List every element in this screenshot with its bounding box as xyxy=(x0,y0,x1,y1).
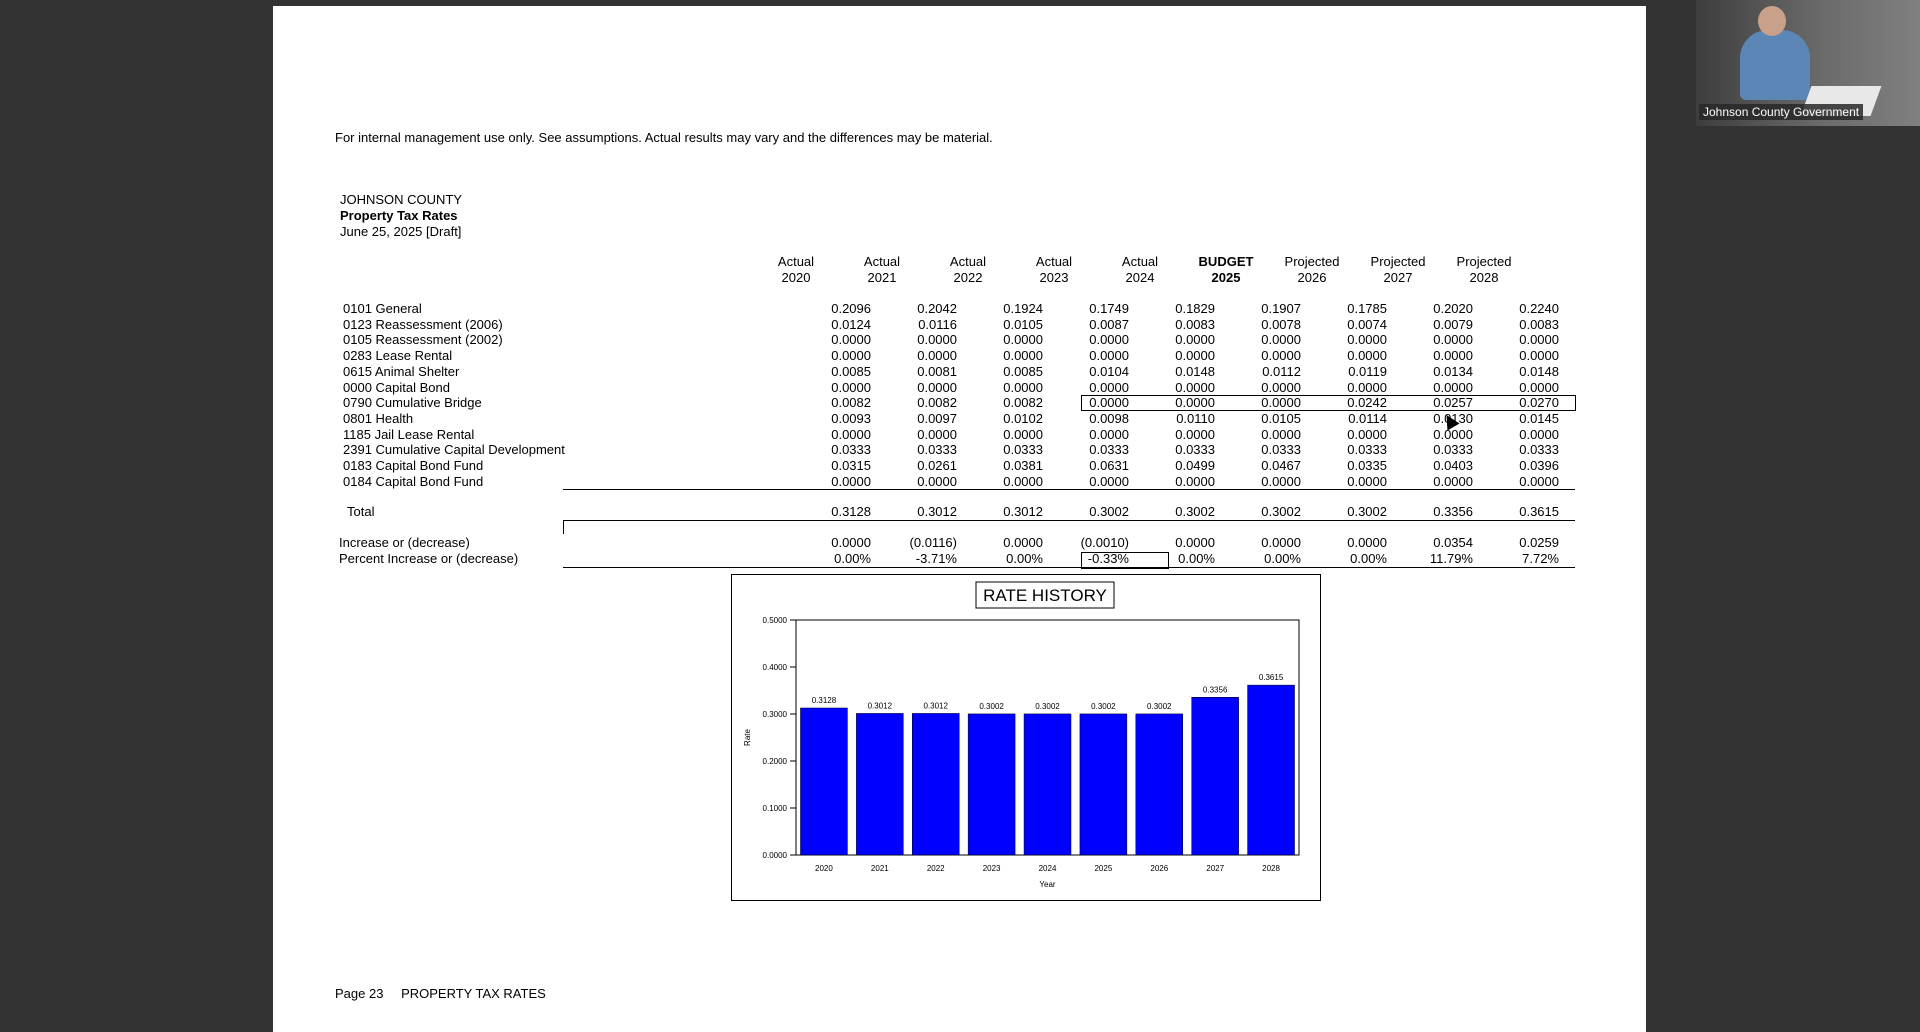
cell-value: 0.2042 xyxy=(917,301,957,316)
column-header-line2: 2020 xyxy=(781,270,811,285)
bar-value-label: 0.3002 xyxy=(979,701,1004,711)
increase-value: 0.0000 xyxy=(1003,535,1043,550)
increase-label: Increase or (decrease) xyxy=(339,535,470,550)
page-footer xyxy=(335,986,560,1001)
percent-value: 11.79% xyxy=(1429,551,1473,566)
percent-value: -0.33% xyxy=(1087,551,1129,566)
bar-value-label: 0.3002 xyxy=(1035,701,1060,711)
cell-value: 0.0000 xyxy=(1261,380,1301,395)
webcam-label: Johnson County Government xyxy=(1699,104,1863,120)
column-header-2021 xyxy=(847,254,917,286)
cell-value: 0.0000 xyxy=(917,380,957,395)
percent-value: 0.00% xyxy=(1264,551,1301,566)
presenter-head xyxy=(1758,6,1786,36)
total-value: 0.3615 xyxy=(1519,504,1559,519)
cell-value: 0.0000 xyxy=(1519,380,1559,395)
cell-value: 0.0000 xyxy=(831,380,871,395)
row-label: 2391 Cumulative Capital Development xyxy=(343,442,565,457)
cell-value: 0.0134 xyxy=(1433,364,1473,379)
bar-2026 xyxy=(1136,714,1183,855)
cell-value: 0.0085 xyxy=(831,364,871,379)
cell-value: 0.0083 xyxy=(1519,317,1559,332)
column-header-2028 xyxy=(1449,254,1519,286)
cell-value: 0.0333 xyxy=(1261,442,1301,457)
percent-value: 0.00% xyxy=(834,551,871,566)
cell-value: 0.0000 xyxy=(831,474,871,489)
cell-value: 0.0105 xyxy=(1261,411,1301,426)
cell-value: 0.2240 xyxy=(1519,301,1559,316)
column-header-line2: 2028 xyxy=(1469,270,1499,285)
cell-value: 0.0000 xyxy=(1003,380,1043,395)
cell-value: 0.0000 xyxy=(831,348,871,363)
column-header-2022 xyxy=(933,254,1003,286)
column-header-line1: Actual xyxy=(777,254,815,269)
report-title: Property Tax Rates xyxy=(340,208,458,223)
percent-label: Percent Increase or (decrease) xyxy=(339,551,519,566)
cell-value: 0.0145 xyxy=(1519,411,1559,426)
row-label: 0101 General xyxy=(343,301,422,316)
cell-value: 0.0000 xyxy=(917,474,957,489)
cell-value: 0.0000 xyxy=(1519,332,1559,347)
cell-value: 0.0105 xyxy=(1003,317,1043,332)
x-tick-label: 2024 xyxy=(1038,864,1057,873)
total-value: 0.3002 xyxy=(1261,504,1301,519)
increase-value: 0.0000 xyxy=(1175,535,1215,550)
cell-value: 0.0130 xyxy=(1433,411,1473,426)
row-label: 0790 Cumulative Bridge xyxy=(343,395,482,410)
cell-value: 0.0000 xyxy=(1089,380,1129,395)
cell-value: 0.0097 xyxy=(917,411,957,426)
cell-value: 0.0000 xyxy=(1089,332,1129,347)
cell-value: 0.2020 xyxy=(1433,301,1473,316)
county-name: JOHNSON COUNTY xyxy=(340,192,463,207)
column-header-line1: BUDGET xyxy=(1198,254,1254,269)
chart-title: RATE HISTORY xyxy=(983,586,1107,605)
x-tick-label: 2027 xyxy=(1206,864,1225,873)
cell-value: 0.0148 xyxy=(1175,364,1215,379)
cell-value: 0.0000 xyxy=(1347,474,1387,489)
table-rule-top-total xyxy=(563,489,1575,490)
row-label: 0801 Health xyxy=(343,411,414,426)
x-tick-label: 2022 xyxy=(926,864,945,873)
cell-value: 0.0114 xyxy=(1348,411,1387,426)
bar-value-label: 0.3012 xyxy=(923,701,948,711)
bar-value-label: 0.3356 xyxy=(1202,685,1228,695)
cell-value: 0.0083 xyxy=(1175,317,1215,332)
cell-value: 0.0000 xyxy=(1089,348,1129,363)
webcam-video-thumbnail[interactable] xyxy=(1696,0,1920,126)
column-header-line2: 2023 xyxy=(1039,270,1069,285)
cell-value: 0.0104 xyxy=(1089,364,1129,379)
cell-value: 0.0082 xyxy=(831,395,871,410)
cell-value: 0.0335 xyxy=(1347,458,1387,473)
bar-2028 xyxy=(1248,685,1295,855)
cell-value: 0.0000 xyxy=(1003,348,1043,363)
cell-value: 0.0000 xyxy=(1003,427,1043,442)
cell-value: 0.0242 xyxy=(1347,395,1387,410)
table-rule-bottom xyxy=(563,567,1575,568)
cell-value: 0.0000 xyxy=(1089,427,1129,442)
bar-2022 xyxy=(912,713,959,855)
y-tick-label: 0.1000 xyxy=(762,804,787,813)
column-header-2020 xyxy=(761,254,831,286)
total-label: Total xyxy=(347,504,375,519)
bar-2023 xyxy=(968,714,1015,855)
cell-value: 0.2096 xyxy=(831,301,871,316)
y-tick-label: 0.3000 xyxy=(762,710,787,719)
x-axis-label: Year xyxy=(1039,880,1056,889)
bar-2027 xyxy=(1192,697,1239,855)
cell-value: 0.0333 xyxy=(917,442,957,457)
y-axis-label: Rate xyxy=(743,729,752,746)
cell-value: 0.0098 xyxy=(1089,411,1129,426)
cell-value: 0.0000 xyxy=(917,332,957,347)
cell-value: 0.0333 xyxy=(1175,442,1215,457)
cell-value: 0.0333 xyxy=(1433,442,1473,457)
cell-value: 0.0000 xyxy=(1089,395,1129,410)
cell-value: 0.0000 xyxy=(1261,332,1301,347)
cell-value: 0.0000 xyxy=(1175,380,1215,395)
cell-value: 0.0000 xyxy=(1175,427,1215,442)
cell-value: 0.0000 xyxy=(1519,427,1559,442)
column-header-line2: 2026 xyxy=(1297,270,1327,285)
cell-value: 0.0000 xyxy=(831,427,871,442)
cell-value: 0.0000 xyxy=(1347,348,1387,363)
highlight-box-bridge-projected xyxy=(1081,395,1576,411)
row-label: 0105 Reassessment (2002) xyxy=(343,332,503,347)
total-value: 0.3002 xyxy=(1175,504,1215,519)
cell-value: 0.0081 xyxy=(917,364,957,379)
increase-value: 0.0000 xyxy=(831,535,871,550)
column-header-line1: Actual xyxy=(1035,254,1073,269)
row-label: 0184 Capital Bond Fund xyxy=(343,474,484,489)
column-header-line1: Actual xyxy=(863,254,901,269)
cell-value: 0.0396 xyxy=(1519,458,1559,473)
increase-value: 0.0000 xyxy=(1347,535,1387,550)
cell-value: 0.0333 xyxy=(1089,442,1129,457)
column-header-line1: Projected xyxy=(1456,254,1512,269)
cell-value: 0.0000 xyxy=(1261,427,1301,442)
cell-value: 0.0261 xyxy=(917,458,957,473)
disclaimer-text: For internal management use only. See assumptions. Actual results may vary and the differences may be material. xyxy=(335,130,993,145)
column-header-line2: 2027 xyxy=(1383,270,1413,285)
cell-value: 0.0000 xyxy=(1519,348,1559,363)
cell-value: 0.0000 xyxy=(831,332,871,347)
cell-value: 0.0000 xyxy=(1261,348,1301,363)
total-value: 0.3356 xyxy=(1433,504,1473,519)
bar-2024 xyxy=(1024,714,1071,855)
cell-value: 0.0315 xyxy=(831,458,871,473)
report-date: June 25, 2025 [Draft] xyxy=(340,224,462,239)
increase-value: 0.0354 xyxy=(1433,535,1473,550)
column-header-line2: 2024 xyxy=(1125,270,1155,285)
row-label: 0283 Lease Rental xyxy=(343,348,453,363)
x-tick-label: 2025 xyxy=(1094,864,1113,873)
cell-value: 0.0074 xyxy=(1347,317,1387,332)
cell-value: 0.0000 xyxy=(1519,474,1559,489)
bar-2025 xyxy=(1080,714,1127,855)
cell-value: 0.0082 xyxy=(917,395,957,410)
column-header-line2: 2022 xyxy=(953,270,983,285)
column-header-2026 xyxy=(1277,254,1347,286)
cell-value: 0.1785 xyxy=(1347,301,1387,316)
y-tick-label: 0.0000 xyxy=(762,851,787,860)
bar-value-label: 0.3615 xyxy=(1258,673,1284,683)
cell-value: 0.0000 xyxy=(1003,332,1043,347)
y-tick-label: 0.4000 xyxy=(762,663,787,672)
page-number: Page 23 xyxy=(335,986,384,1001)
cell-value: 0.0112 xyxy=(1262,364,1301,379)
cell-value: 0.0381 xyxy=(1003,458,1043,473)
cell-value: 0.1829 xyxy=(1175,301,1215,316)
column-header-line1: Projected xyxy=(1284,254,1340,269)
cell-value: 0.0000 xyxy=(1433,427,1473,442)
cell-value: 0.0467 xyxy=(1261,458,1301,473)
cell-value: 0.0000 xyxy=(1003,474,1043,489)
cell-value: 0.0333 xyxy=(1003,442,1043,457)
x-tick-label: 2028 xyxy=(1262,864,1280,873)
section-name: PROPERTY TAX RATES xyxy=(401,986,546,1001)
increase-value: 0.0000 xyxy=(1261,535,1301,550)
total-value: 0.3128 xyxy=(831,504,871,519)
cell-value: 0.0000 xyxy=(1175,348,1215,363)
cell-value: 0.0000 xyxy=(1175,474,1215,489)
row-label: 0000 Capital Bond xyxy=(343,380,450,395)
report-header xyxy=(340,192,462,240)
cell-value: 0.0000 xyxy=(917,427,957,442)
cell-value: 0.0257 xyxy=(1433,395,1473,410)
cell-value: 0.0333 xyxy=(1519,442,1559,457)
cell-value: 0.0110 xyxy=(1176,411,1215,426)
x-tick-label: 2023 xyxy=(982,864,1001,873)
cell-value: 0.0079 xyxy=(1433,317,1473,332)
increase-value: (0.0010) xyxy=(1080,535,1129,550)
bar-value-label: 0.3002 xyxy=(1091,701,1116,711)
bar-value-label: 0.3128 xyxy=(811,695,837,705)
column-header-2025 xyxy=(1191,254,1261,286)
column-header-line2: 2025 xyxy=(1211,270,1241,285)
column-header-line2: 2021 xyxy=(867,270,897,285)
row-label: 0183 Capital Bond Fund xyxy=(343,458,484,473)
increase-value: 0.0259 xyxy=(1519,535,1559,550)
cell-value: 0.1924 xyxy=(1003,301,1043,316)
cell-value: 0.0000 xyxy=(1175,332,1215,347)
total-value: 0.3002 xyxy=(1347,504,1387,519)
bar-2021 xyxy=(856,713,903,855)
cell-value: 0.0082 xyxy=(1003,395,1043,410)
cell-value: 0.1907 xyxy=(1261,301,1301,316)
cell-value: 0.0116 xyxy=(918,317,957,332)
cell-value: 0.0000 xyxy=(1433,474,1473,489)
column-header-2027 xyxy=(1363,254,1433,286)
total-value: 0.3012 xyxy=(917,504,957,519)
cell-value: 0.0000 xyxy=(1261,395,1301,410)
total-value: 0.3012 xyxy=(1003,504,1043,519)
bar-2020 xyxy=(800,708,847,855)
x-tick-label: 2021 xyxy=(870,864,889,873)
cell-value: 0.0085 xyxy=(1003,364,1043,379)
cell-value: 0.0000 xyxy=(917,348,957,363)
cell-value: 0.0000 xyxy=(1433,332,1473,347)
cell-value: 0.0087 xyxy=(1089,317,1129,332)
row-label: 0615 Animal Shelter xyxy=(343,364,460,379)
cell-value: 0.0102 xyxy=(1003,411,1043,426)
cell-value: 0.0119 xyxy=(1348,364,1387,379)
rate-history-chart xyxy=(731,574,1321,901)
column-header-line1: Actual xyxy=(1121,254,1159,269)
y-tick-label: 0.5000 xyxy=(762,616,787,625)
table-rule-bottom-total xyxy=(563,520,1575,521)
x-tick-label: 2020 xyxy=(815,864,833,873)
y-tick-label: 0.2000 xyxy=(762,757,787,766)
cell-value: 0.0093 xyxy=(831,411,871,426)
cell-value: 0.1749 xyxy=(1089,301,1129,316)
cell-value: 0.0333 xyxy=(1347,442,1387,457)
percent-value: 0.00% xyxy=(1350,551,1387,566)
document-page xyxy=(273,6,1646,1032)
column-header-line1: Actual xyxy=(949,254,987,269)
chart-canvas xyxy=(732,575,1320,900)
row-label: 0123 Reassessment (2006) xyxy=(343,317,503,332)
cell-value: 0.0270 xyxy=(1519,395,1559,410)
percent-value: 0.00% xyxy=(1178,551,1215,566)
cell-value: 0.0078 xyxy=(1261,317,1301,332)
column-header-line1: Projected xyxy=(1370,254,1426,269)
total-value: 0.3002 xyxy=(1089,504,1129,519)
cell-value: 0.0631 xyxy=(1089,458,1129,473)
cell-value: 0.0000 xyxy=(1175,395,1215,410)
percent-value: 7.72% xyxy=(1522,551,1559,566)
presenter-body xyxy=(1740,30,1810,100)
x-tick-label: 2026 xyxy=(1150,864,1169,873)
cell-value: 0.0124 xyxy=(831,317,871,332)
cell-value: 0.0000 xyxy=(1261,474,1301,489)
bar-value-label: 0.3012 xyxy=(867,701,893,711)
cell-value: 0.0148 xyxy=(1519,364,1559,379)
table-rule-vertical xyxy=(563,520,564,534)
bar-value-label: 0.3002 xyxy=(1147,701,1172,711)
cell-value: 0.0000 xyxy=(1347,427,1387,442)
cell-value: 0.0403 xyxy=(1433,458,1473,473)
cell-value: 0.0000 xyxy=(1089,474,1129,489)
cell-value: 0.0000 xyxy=(1433,348,1473,363)
cell-value: 0.0000 xyxy=(1433,380,1473,395)
cell-value: 0.0499 xyxy=(1175,458,1215,473)
highlight-box-percent-2026 xyxy=(1081,552,1169,569)
cell-value: 0.0000 xyxy=(1347,332,1387,347)
column-header-2024 xyxy=(1105,254,1175,286)
percent-value: 0.00% xyxy=(1006,551,1043,566)
row-label: 1185 Jail Lease Rental xyxy=(343,427,475,442)
cell-value: 0.0000 xyxy=(1347,380,1387,395)
cell-value: 0.0333 xyxy=(831,442,871,457)
column-header-2023 xyxy=(1019,254,1089,286)
percent-value: -3.71% xyxy=(915,551,957,566)
increase-value: (0.0116) xyxy=(909,535,957,550)
